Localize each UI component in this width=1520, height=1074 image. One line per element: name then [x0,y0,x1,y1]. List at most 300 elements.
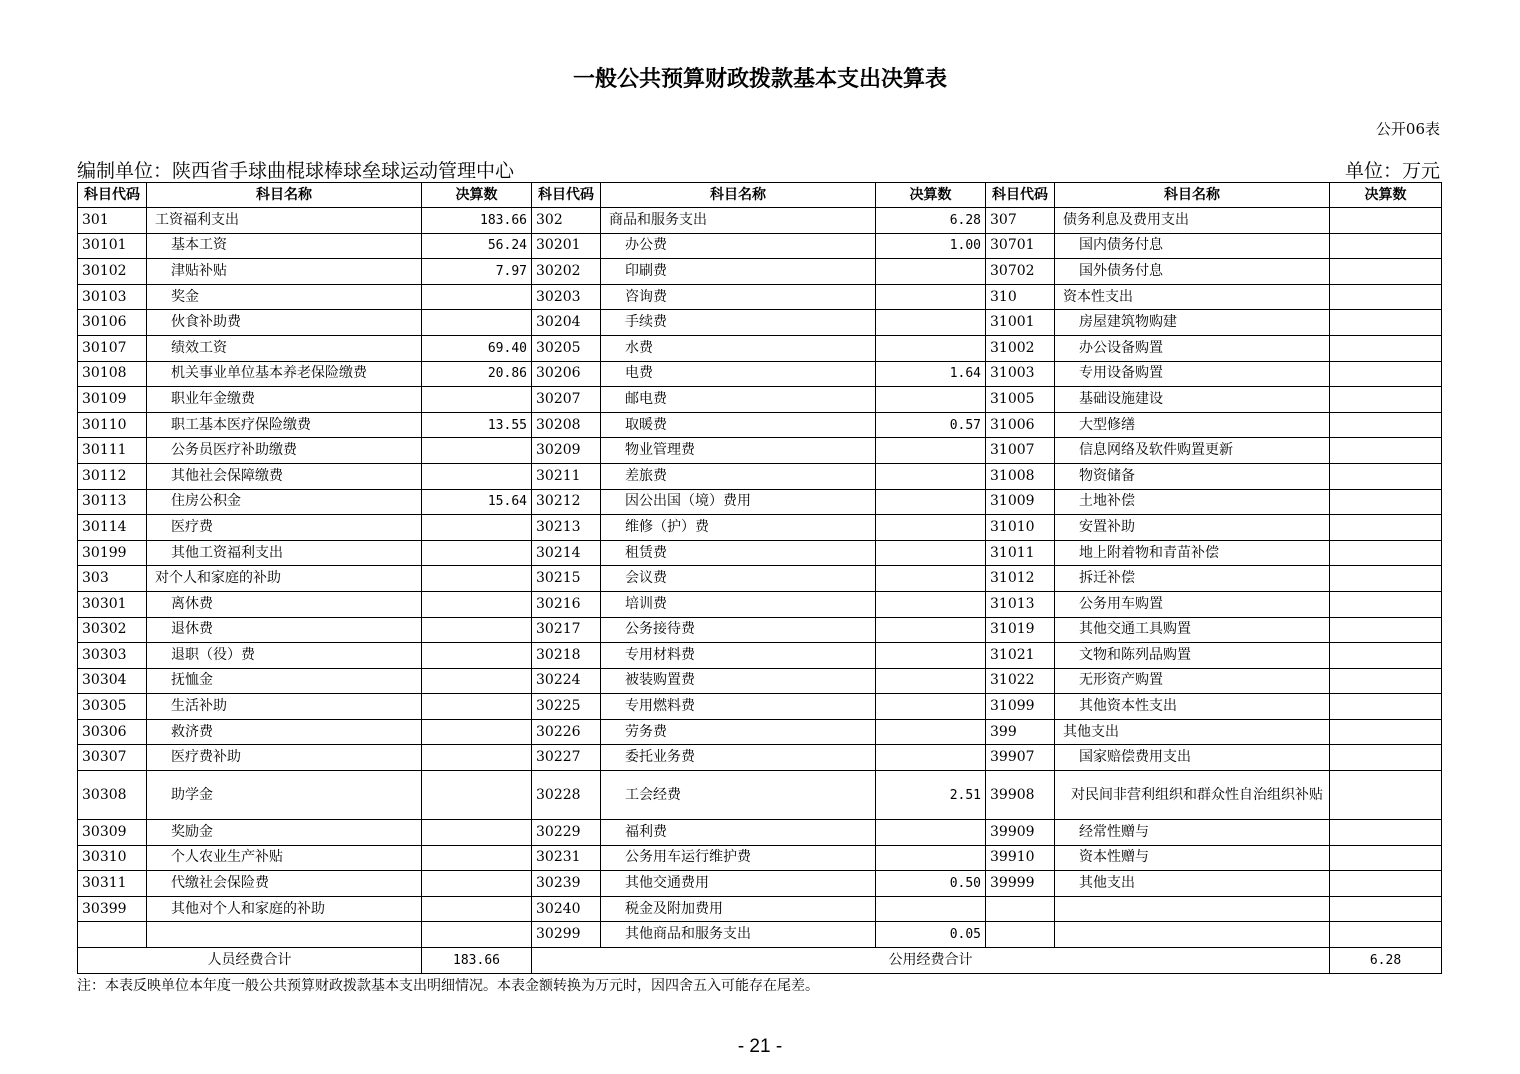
subject-name-cell [1055,896,1330,922]
subject-code-cell: 399 [986,719,1055,745]
amount-cell [422,617,532,643]
subject-name-cell: 福利费 [601,820,876,846]
subject-code-cell: 30111 [78,438,147,464]
amount-cell [1330,745,1442,771]
subject-code-cell: 30307 [78,745,147,771]
header-code-3: 科目代码 [986,183,1055,208]
amount-cell [422,871,532,897]
subject-code-cell: 30217 [532,617,601,643]
subject-name-cell: 被装购置费 [601,668,876,694]
table-row [78,845,1442,871]
subject-code-cell: 31005 [986,387,1055,413]
table-row [78,617,1442,643]
amount-cell [1330,284,1442,310]
subject-code-cell: 31007 [986,438,1055,464]
amount-cell [1330,845,1442,871]
subject-name-cell: 医疗费 [147,515,422,541]
subject-code-cell: 30213 [532,515,601,541]
amount-cell [876,617,986,643]
subject-name-cell [147,922,422,948]
subject-code-cell: 31008 [986,463,1055,489]
subject-code-cell: 310 [986,284,1055,310]
subject-name-cell: 其他工资福利支出 [147,540,422,566]
subject-name-cell: 国外债务付息 [1055,259,1330,285]
subject-name-cell: 工会经费 [601,771,876,820]
subject-code-cell: 30399 [78,896,147,922]
amount-cell [422,463,532,489]
compiling-unit: 编制单位：陕西省手球曲棍球棒球垒球运动管理中心 [77,160,515,182]
table-row [78,643,1442,669]
subject-name-cell: 其他对个人和家庭的补助 [147,896,422,922]
subject-code-cell: 31012 [986,566,1055,592]
subject-name-cell: 机关事业单位基本养老保险缴费 [147,361,422,387]
amount-cell [1330,540,1442,566]
subject-code-cell: 39908 [986,771,1055,820]
amount-cell [422,745,532,771]
subject-name-cell: 退休费 [147,617,422,643]
amount-cell [876,540,986,566]
subject-name-cell: 无形资产购置 [1055,668,1330,694]
amount-cell [422,922,532,948]
table-row [78,540,1442,566]
amount-cell [1330,438,1442,464]
table-row [78,896,1442,922]
subject-name-cell: 租赁费 [601,540,876,566]
subject-name-cell: 抚恤金 [147,668,422,694]
subject-name-cell: 专用燃料费 [601,694,876,720]
subject-code-cell: 31022 [986,668,1055,694]
amount-cell [422,694,532,720]
subject-code-cell: 302 [532,208,601,234]
subject-name-cell: 资本性赠与 [1055,845,1330,871]
subject-code-cell: 30207 [532,387,601,413]
subject-code-cell: 31099 [986,694,1055,720]
subject-code-cell: 30109 [78,387,147,413]
subject-name-cell: 公务用车购置 [1055,591,1330,617]
subject-code-cell: 39909 [986,820,1055,846]
amount-cell: 20.86 [422,361,532,387]
amount-cell [422,566,532,592]
header-name-2: 科目名称 [601,183,876,208]
subject-code-cell: 30301 [78,591,147,617]
subject-code-cell: 30114 [78,515,147,541]
currency-unit: 单位：万元 [1344,160,1440,182]
subject-name-cell: 其他交通费用 [601,871,876,897]
subject-name-cell: 救济费 [147,719,422,745]
subject-code-cell: 30113 [78,489,147,515]
subject-code-cell: 30702 [986,259,1055,285]
amount-cell: 0.50 [876,871,986,897]
subject-code-cell: 30211 [532,463,601,489]
subject-code-cell: 30208 [532,412,601,438]
subject-name-cell: 土地补偿 [1055,489,1330,515]
public-total-label: 公用经费合计 [532,948,1330,974]
subject-name-cell: 大型修缮 [1055,412,1330,438]
amount-cell [1330,643,1442,669]
amount-cell [422,668,532,694]
subject-code-cell: 30303 [78,643,147,669]
subject-name-cell: 差旅费 [601,463,876,489]
amount-cell [1330,591,1442,617]
public-total-value: 6.28 [1330,948,1442,974]
subject-name-cell: 离休费 [147,591,422,617]
subject-code-cell: 30308 [78,771,147,820]
table-row [78,694,1442,720]
amount-cell [422,591,532,617]
subject-code-cell: 30102 [78,259,147,285]
table-row [78,745,1442,771]
subject-code-cell: 30206 [532,361,601,387]
header-code-2: 科目代码 [532,183,601,208]
amount-cell: 1.00 [876,233,986,259]
amount-cell [1330,871,1442,897]
amount-cell: 56.24 [422,233,532,259]
subject-code-cell: 30108 [78,361,147,387]
subject-name-cell: 其他社会保障缴费 [147,463,422,489]
subject-code-cell: 30202 [532,259,601,285]
subject-name-cell: 办公费 [601,233,876,259]
subject-name-cell: 其他资本性支出 [1055,694,1330,720]
subject-name-cell: 资本性支出 [1055,284,1330,310]
table-row [78,259,1442,285]
header-amount-2: 决算数 [876,183,986,208]
table-row [78,771,1442,820]
subject-name-cell: 取暖费 [601,412,876,438]
subject-code-cell: 30305 [78,694,147,720]
subject-name-cell: 专用设备购置 [1055,361,1330,387]
subject-code-cell: 30311 [78,871,147,897]
amount-cell: 7.97 [422,259,532,285]
subject-name-cell: 拆迁补偿 [1055,566,1330,592]
amount-cell [876,566,986,592]
subject-name-cell: 个人农业生产补贴 [147,845,422,871]
amount-cell: 15.64 [422,489,532,515]
subject-name-cell: 住房公积金 [147,489,422,515]
subject-name-cell: 手续费 [601,310,876,336]
table-row [78,591,1442,617]
amount-cell [1330,310,1442,336]
subject-code-cell: 30240 [532,896,601,922]
subject-code-cell: 30310 [78,845,147,871]
subject-name-cell: 水费 [601,335,876,361]
subject-code-cell [986,922,1055,948]
subject-name-cell: 电费 [601,361,876,387]
subject-code-cell: 30225 [532,694,601,720]
page-title: 一般公共预算财政拨款基本支出决算表 [572,67,947,92]
subject-code-cell: 30239 [532,871,601,897]
amount-cell: 0.57 [876,412,986,438]
subject-code-cell: 39910 [986,845,1055,871]
amount-cell [1330,566,1442,592]
table-note: 注：本表反映单位本年度一般公共预算财政拨款基本支出明细情况。本表金额转换为万元时，因四舍五入可能存在尾差。 [77,978,819,994]
table-row [78,820,1442,846]
amount-cell [876,387,986,413]
amount-cell [1330,694,1442,720]
table-row [78,233,1442,259]
subject-code-cell: 30107 [78,335,147,361]
subject-name-cell: 安置补助 [1055,515,1330,541]
table-body [78,208,1442,948]
subject-name-cell: 会议费 [601,566,876,592]
table-row [78,310,1442,336]
amount-cell [422,643,532,669]
header-amount-3: 决算数 [1330,183,1442,208]
subject-code-cell: 30218 [532,643,601,669]
amount-cell [1330,896,1442,922]
subject-name-cell: 工资福利支出 [147,208,422,234]
subject-code-cell: 31003 [986,361,1055,387]
amount-cell [1330,617,1442,643]
subject-code-cell: 301 [78,208,147,234]
amount-cell [876,310,986,336]
subject-code-cell: 31009 [986,489,1055,515]
subject-code-cell: 30227 [532,745,601,771]
subject-code-cell: 30299 [532,922,601,948]
subject-code-cell: 30231 [532,845,601,871]
table-row [78,208,1442,234]
subject-code-cell: 30103 [78,284,147,310]
subject-name-cell: 医疗费补助 [147,745,422,771]
amount-cell [422,540,532,566]
subject-name-cell: 绩效工资 [147,335,422,361]
table-row [78,515,1442,541]
subject-code-cell: 31001 [986,310,1055,336]
subject-code-cell: 30304 [78,668,147,694]
amount-cell [876,463,986,489]
table-row [78,387,1442,413]
totals-row [78,948,1442,974]
subject-name-cell: 其他交通工具购置 [1055,617,1330,643]
amount-cell [1330,208,1442,234]
subject-name-cell: 基础设施建设 [1055,387,1330,413]
amount-cell [422,310,532,336]
subject-code-cell: 30212 [532,489,601,515]
subject-name-cell: 职工基本医疗保险缴费 [147,412,422,438]
subject-code-cell: 30309 [78,820,147,846]
amount-cell [1330,668,1442,694]
amount-cell [1330,233,1442,259]
amount-cell [876,489,986,515]
subject-code-cell: 30701 [986,233,1055,259]
amount-cell [1330,463,1442,489]
subject-name-cell: 基本工资 [147,233,422,259]
amount-cell [422,387,532,413]
amount-cell [876,438,986,464]
table-row [78,489,1442,515]
amount-cell: 6.28 [876,208,986,234]
subject-code-cell: 30110 [78,412,147,438]
subject-code-cell: 307 [986,208,1055,234]
amount-cell [422,719,532,745]
amount-cell [1330,719,1442,745]
expenditure-table [77,182,1442,974]
amount-cell [876,719,986,745]
subject-name-cell: 其他商品和服务支出 [601,922,876,948]
amount-cell: 1.64 [876,361,986,387]
amount-cell [1330,361,1442,387]
amount-cell [422,438,532,464]
subject-code-cell: 30214 [532,540,601,566]
table-row [78,922,1442,948]
subject-name-cell: 其他支出 [1055,719,1330,745]
subject-code-cell: 30205 [532,335,601,361]
subject-name-cell: 公务员医疗补助缴费 [147,438,422,464]
amount-cell [1330,335,1442,361]
subject-code-cell: 31013 [986,591,1055,617]
amount-cell [1330,771,1442,820]
amount-cell: 183.66 [422,208,532,234]
personnel-total-value: 183.66 [422,948,532,974]
subject-code-cell: 30201 [532,233,601,259]
subject-name-cell: 邮电费 [601,387,876,413]
table-row [78,566,1442,592]
subject-code-cell: 31006 [986,412,1055,438]
subject-name-cell: 助学金 [147,771,422,820]
table-row [78,438,1442,464]
subject-code-cell: 303 [78,566,147,592]
subject-code-cell: 30229 [532,820,601,846]
amount-cell [876,745,986,771]
subject-code-cell: 31002 [986,335,1055,361]
subject-name-cell: 物资储备 [1055,463,1330,489]
amount-cell [876,820,986,846]
subject-name-cell [1055,922,1330,948]
header-name-3: 科目名称 [1055,183,1330,208]
amount-cell [876,591,986,617]
personnel-total-label: 人员经费合计 [78,948,422,974]
subject-name-cell: 奖励金 [147,820,422,846]
amount-cell [1330,489,1442,515]
amount-cell: 2.51 [876,771,986,820]
unit-row [77,156,1440,182]
subject-name-cell: 信息网络及软件购置更新 [1055,438,1330,464]
amount-cell [876,259,986,285]
header-name-1: 科目名称 [147,183,422,208]
subject-name-cell: 公务用车运行维护费 [601,845,876,871]
subject-code-cell: 31010 [986,515,1055,541]
subject-code-cell: 30226 [532,719,601,745]
subject-code-cell: 30112 [78,463,147,489]
amount-cell [422,820,532,846]
subject-code-cell: 30306 [78,719,147,745]
subject-code-cell: 30224 [532,668,601,694]
subject-name-cell: 物业管理费 [601,438,876,464]
subject-code-cell: 31021 [986,643,1055,669]
subject-name-cell: 津贴补贴 [147,259,422,285]
subject-name-cell: 文物和陈列品购置 [1055,643,1330,669]
header-amount-1: 决算数 [422,183,532,208]
amount-cell [422,771,532,820]
subject-name-cell: 其他支出 [1055,871,1330,897]
subject-name-cell: 办公设备购置 [1055,335,1330,361]
subject-name-cell: 维修（护）费 [601,515,876,541]
subject-code-cell [78,922,147,948]
amount-cell [876,335,986,361]
amount-cell: 13.55 [422,412,532,438]
subject-code-cell: 30302 [78,617,147,643]
amount-cell [1330,515,1442,541]
amount-cell [1330,259,1442,285]
subject-code-cell: 31019 [986,617,1055,643]
amount-cell [876,643,986,669]
subject-name-cell: 培训费 [601,591,876,617]
amount-cell [876,896,986,922]
subject-name-cell: 国家赔偿费用支出 [1055,745,1330,771]
subject-name-cell: 债务利息及费用支出 [1055,208,1330,234]
subject-name-cell: 退职（役）费 [147,643,422,669]
subject-code-cell: 30209 [532,438,601,464]
subject-name-cell: 伙食补助费 [147,310,422,336]
subject-name-cell: 劳务费 [601,719,876,745]
subject-code-cell: 30199 [78,540,147,566]
amount-cell [876,694,986,720]
amount-cell [876,845,986,871]
subject-name-cell: 奖金 [147,284,422,310]
table-row [78,719,1442,745]
table-row [78,463,1442,489]
header-code-1: 科目代码 [78,183,147,208]
page-number: - 21 - [737,1036,783,1057]
subject-name-cell: 房屋建筑物购建 [1055,310,1330,336]
subject-name-cell: 印刷费 [601,259,876,285]
subject-code-cell: 30216 [532,591,601,617]
table-row [78,335,1442,361]
subject-code-cell: 30204 [532,310,601,336]
table-header-row [78,183,1442,208]
amount-cell [1330,820,1442,846]
subject-name-cell: 生活补助 [147,694,422,720]
amount-cell [876,515,986,541]
table-row [78,871,1442,897]
subject-name-cell: 对民间非营利组织和群众性自治组织补贴 [1055,771,1330,820]
amount-cell [422,284,532,310]
amount-cell [876,284,986,310]
amount-cell [422,896,532,922]
subject-code-cell: 30101 [78,233,147,259]
subject-name-cell: 咨询费 [601,284,876,310]
amount-cell [1330,412,1442,438]
subject-name-cell: 因公出国（境）费用 [601,489,876,515]
subject-code-cell [986,896,1055,922]
subject-name-cell: 地上附着物和青苗补偿 [1055,540,1330,566]
subject-name-cell: 税金及附加费用 [601,896,876,922]
subject-code-cell: 30228 [532,771,601,820]
table-row [78,284,1442,310]
subject-name-cell: 职业年金缴费 [147,387,422,413]
subject-code-cell: 30203 [532,284,601,310]
subject-name-cell: 公务接待费 [601,617,876,643]
subject-code-cell: 39999 [986,871,1055,897]
table-row [78,412,1442,438]
table-row [78,668,1442,694]
subject-name-cell: 专用材料费 [601,643,876,669]
subject-name-cell: 经常性赠与 [1055,820,1330,846]
subject-name-cell: 代缴社会保险费 [147,871,422,897]
subject-code-cell: 31011 [986,540,1055,566]
amount-cell [422,515,532,541]
form-number: 公开06表 [1375,120,1440,138]
subject-code-cell: 30215 [532,566,601,592]
subject-code-cell: 30106 [78,310,147,336]
subject-name-cell: 委托业务费 [601,745,876,771]
amount-cell [1330,922,1442,948]
amount-cell [1330,387,1442,413]
amount-cell: 0.05 [876,922,986,948]
amount-cell [422,845,532,871]
subject-name-cell: 对个人和家庭的补助 [147,566,422,592]
subject-code-cell: 39907 [986,745,1055,771]
amount-cell [876,668,986,694]
